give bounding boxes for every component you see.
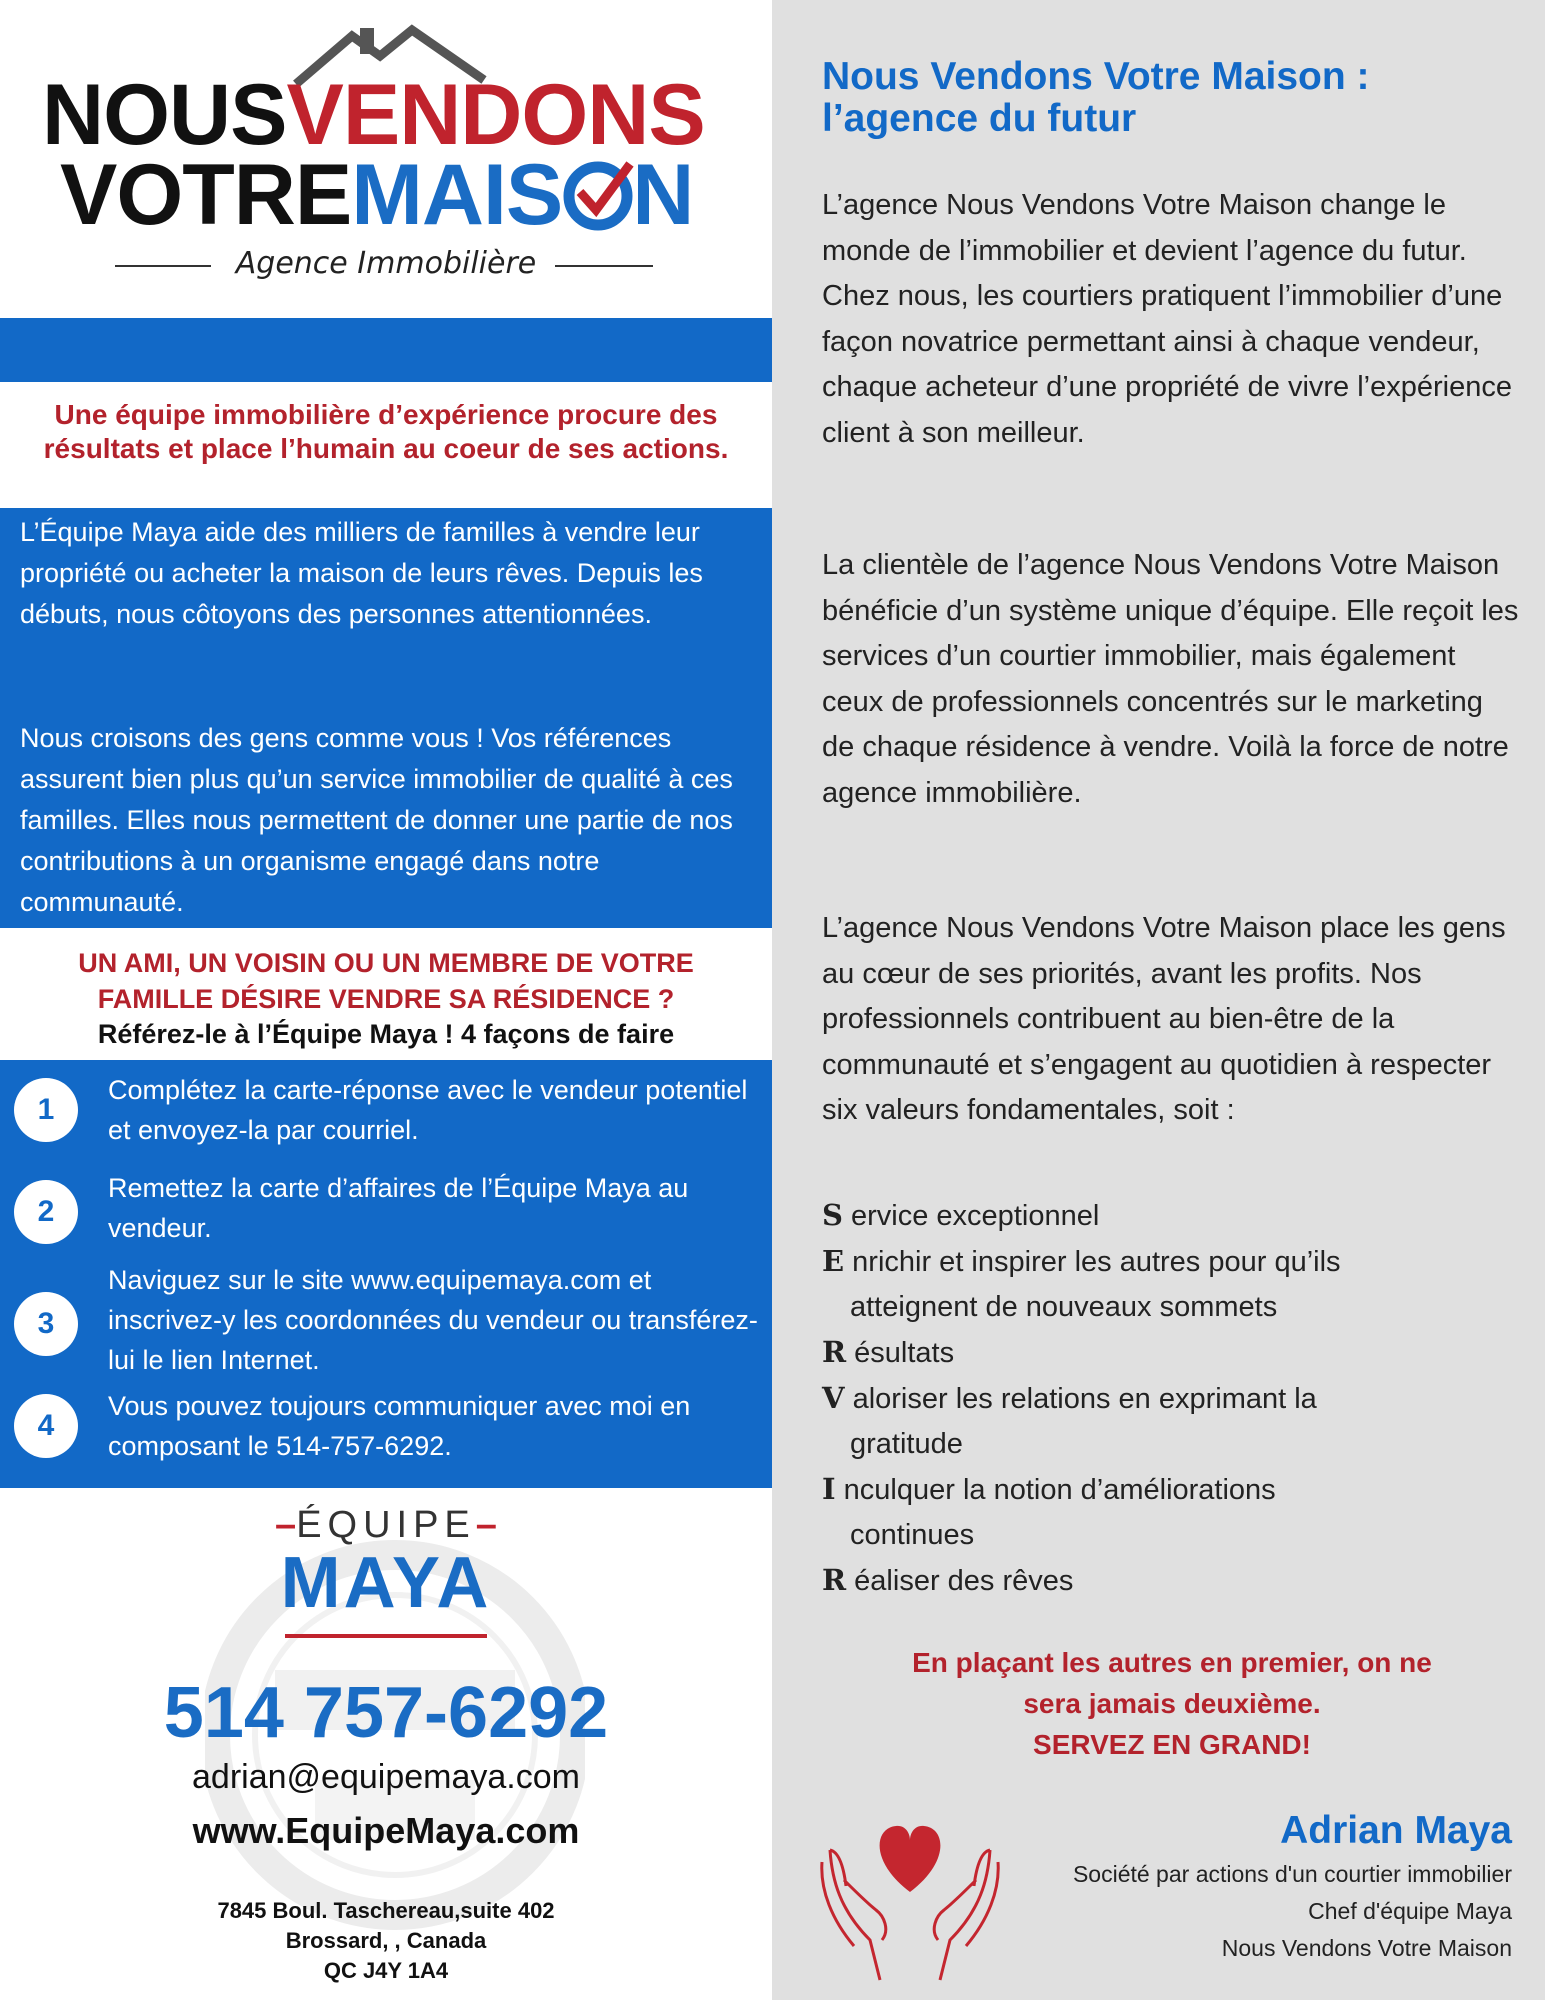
value-item: S ervice exceptionnel [822,1198,1100,1232]
value-initial: R [822,1335,847,1369]
values-list [822,1193,1522,1604]
left-column [0,0,772,2000]
logo-line-2: VOTREMAIS N [60,147,694,243]
value-item: I nculquer la notion d’améliorations continues [822,1472,1276,1551]
address-line: Brossard, , Canada [285,1928,487,1953]
postal-address [0,1896,772,1986]
motto-line: En plaçant les autres en premier, on ne [912,1647,1432,1678]
intro-paragraph-2: Nous croisons des gens comme vous ! Vos références assurent bien plus qu’un service immobilier de qualité à ces familles. Elles nous permettent de donner une partie de nos contributions à un organisme engagé dans notre communauté. [20,723,733,917]
value-item: V aloriser les relations en exprimant la gratitude [822,1381,1317,1460]
website-url: www.EquipeMaya.com [192,1810,580,1851]
logo-subtitle: Agence Immobilière [235,246,537,281]
value-initial: S [822,1198,843,1232]
step-number-badge: 4 [14,1394,78,1458]
email-address: adrian@equipemaya.com [192,1758,580,1796]
value-initial: E [822,1244,845,1278]
value-item: R éaliser des rêves [822,1563,1074,1597]
logo-rule-right [555,265,653,267]
step-text: Remettez la carte d’affaires de l’Équipe Maya au vendeur. [108,1173,689,1243]
team-label: –ÉQUIPE– [275,1504,497,1546]
value-initial: I [822,1472,836,1506]
value-item: R ésultats [822,1335,955,1369]
step-number-badge: 3 [14,1292,78,1356]
address-line: QC J4Y 1A4 [323,1958,449,1983]
team-name: MAYA [280,1543,492,1623]
team-name-underline [285,1634,487,1638]
signature-name: Adrian Maya [1280,1809,1512,1852]
referral-question: UN AMI, UN VOISIN OU UN MEMBRE DE VOTRE FAMILLE DÉSIRE VENDRE SA RÉSIDENCE ? [78,948,694,1014]
motto-line: SERVEZ EN GRAND! [1033,1729,1311,1760]
checkmark-o-icon [562,160,632,230]
intro-box [0,508,772,928]
article-title: Nous Vendons Votre Maison : l’agence du futur [822,55,1370,140]
value-initial: R [822,1563,847,1597]
referral-heading [20,945,752,1051]
phone-number: 514 757-6292 [163,1673,609,1753]
agency-logo [0,0,772,300]
step-text: Vous pouvez toujours communiquer avec moi en composant le 514-757-6292. [108,1391,691,1461]
intro-paragraph-1: L’Équipe Maya aide des milliers de familles à vendre leur propriété ou acheter la maison de leurs rêves. Depuis les débuts, nous côtoyons des personnes attentionnées. [20,517,703,629]
motto-line: sera jamais deuxième. [1023,1688,1321,1719]
logo-line-1: NOUSVENDONS [42,67,705,163]
steps-box [0,1060,772,1488]
signature-line: Nous Vendons Votre Maison [1221,1935,1512,1961]
article-paragraph-2: La clientèle de l’agence Nous Vendons Votre Maison bénéficie d’un système unique d’équipe. Elle reçoit les services d’un courtier immobilier, mais également ceux de professionnels concentrés sur le marketing de chaque résidence à vendre. Voilà la force de notre agence immobilière. [822,549,1519,809]
blue-band [0,318,772,382]
contact-footer [0,1490,772,2000]
signature-line: Société par actions d'un courtier immobilier [1072,1861,1512,1887]
address-line: 7845 Boul. Taschereau,suite 402 [217,1898,555,1923]
signature-line: Chef d'équipe Maya [1308,1898,1512,1924]
tagline: Une équipe immobilière d’expérience procure des résultats et place l’humain au coeur de ses actions. [43,399,729,464]
article-paragraph-3: L’agence Nous Vendons Votre Maison place les gens au cœur de ses priorités, avant les profits. Nos professionnels contribuent au bien-être de la communauté et s’engagent au quotidien à respecter six valeurs fondamentales, soit : [822,912,1506,1126]
value-item: E nrichir et inspirer les autres pour qu’ils atteignent de nouveaux sommets [822,1244,1341,1323]
step-number-badge: 1 [14,1078,78,1142]
step-text: Naviguez sur le site www.equipemaya.com et inscrivez-y les coordonnées du vendeur ou transférez-lui le lien Internet. [108,1265,758,1375]
signature-block [1000,1806,1512,1967]
value-initial: V [822,1381,845,1415]
step-number-badge: 2 [14,1180,78,1244]
referral-subheading: Référez-le à l’Équipe Maya ! 4 façons de faire [97,1019,675,1049]
step-text: Complétez la carte-réponse avec le vendeur potentiel et envoyez-la par courriel. [108,1075,748,1145]
motto-quote [822,1642,1522,1765]
hands-heart-icon [810,1790,1010,1990]
article-paragraph-1: L’agence Nous Vendons Votre Maison change le monde de l’immobilier et devient l’agence du futur. Chez nous, les courtiers pratiquent l’immobilier d’une façon novatrice permettant ainsi à chaque vendeur, chaque acheteur d’une propriété de vivre l’expérience client à son meilleur. [822,189,1512,449]
